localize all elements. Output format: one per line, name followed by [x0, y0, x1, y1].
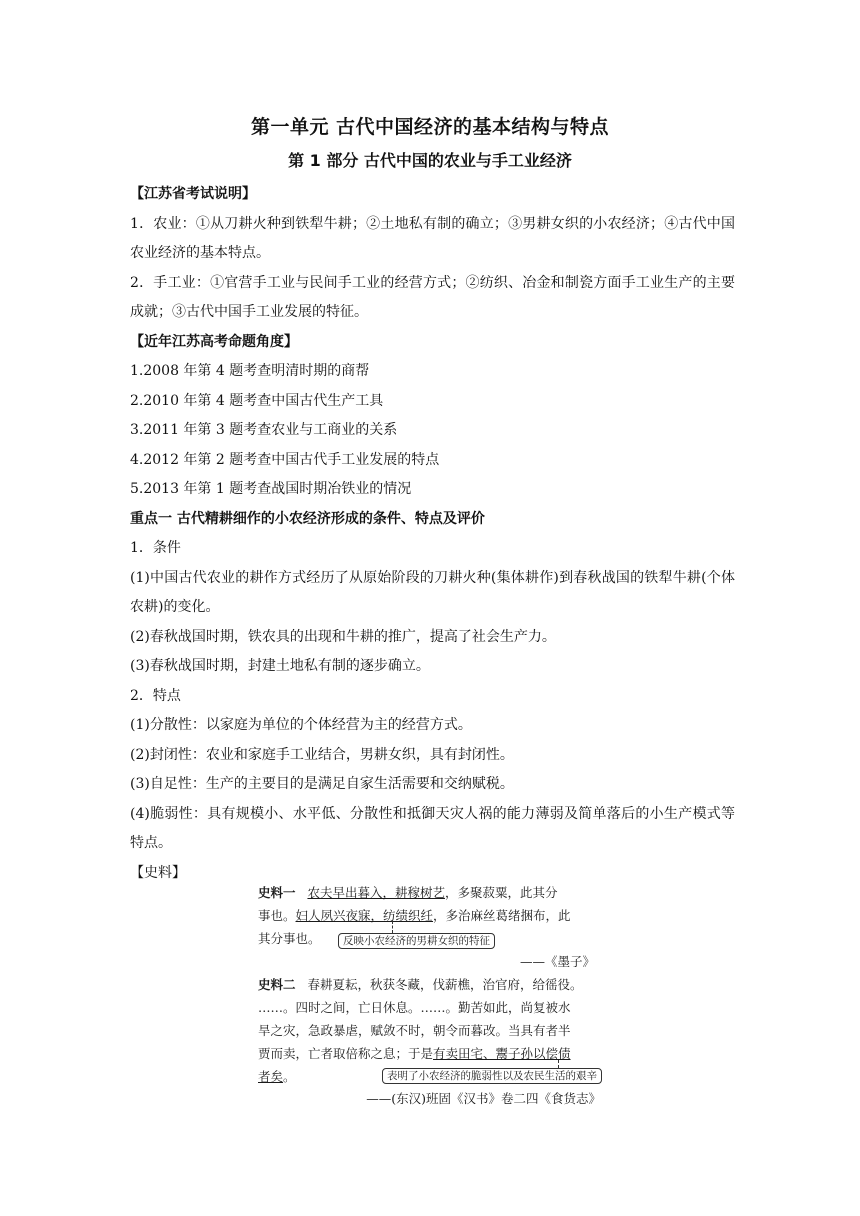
source2-underlined-text: 者矣	[258, 1069, 284, 1084]
source2-text: ……。四时之间，亡日休息。……。勤苦如此，尚复被水	[258, 1000, 571, 1015]
condition-item: (3)春秋战国时期，封建土地私有制的逐步确立。	[130, 658, 430, 674]
conditions-heading: 1．条件	[130, 540, 181, 556]
source2-underlined-text: 有卖田宅、鬻子孙以偿债	[433, 1046, 571, 1061]
source1-text: ，多聚菽粟，此其分	[444, 885, 558, 900]
source2-label: 史料二	[258, 977, 296, 992]
annotation-leader	[392, 921, 393, 933]
annotation-tag: 反映小农经济的男耕女织的特征	[338, 933, 495, 949]
unit-title: 第一单元 古代中国经济的基本结构与特点	[250, 116, 610, 138]
feature-item: (4)脆弱性：具有规模小、水平低、分散性和抵御天灾人祸的能力薄弱及简单落后的小生产模式等特点。	[130, 805, 735, 851]
exam-desc-item-1: 1．农业：①从刀耕火种到铁犁牛耕；②土地私有制的确立；③男耕女织的小农经济；④古代中国农业经济的基本特点。	[130, 215, 735, 261]
source2-citation: ——(东汉)班固《汉书》卷二四《食货志》	[366, 1091, 601, 1106]
source1-underlined-text: 妇人夙兴夜寐，纺绩织纴	[295, 908, 434, 923]
part-title: 第 1 部分 古代中国的农业与手工业经济	[288, 151, 572, 170]
source1-label: 史料一	[258, 885, 296, 900]
source2-text: 旱之灾，急政暴虐，赋敛不时，朝令而暮改。当具有者半	[258, 1023, 571, 1038]
source2-line5	[258, 1066, 296, 1089]
source2-line3	[258, 1020, 571, 1043]
source2-line2	[258, 997, 571, 1020]
source1-text: ，多治麻丝葛绪捆布，此	[433, 908, 571, 923]
annotation-leader	[558, 1060, 559, 1068]
source1-line1	[258, 882, 557, 905]
exam-desc-heading: 【江苏省考试说明】	[130, 186, 256, 202]
feature-item: (3)自足性：生产的主要目的是满足自家生活需要和交纳赋税。	[130, 776, 514, 792]
feature-item: (2)封闭性：农业和家庭手工业结合，男耕女织，具有封闭性。	[130, 746, 514, 763]
recent-item: 5.2013 年第 1 题考查战国时期冶铁业的情况	[130, 481, 412, 497]
source1-citation: ——《墨子》	[519, 954, 595, 969]
key-point-heading: 重点一 古代精耕细作的小农经济形成的条件、特点及评价	[130, 510, 485, 527]
source2-text: 春耕夏耘，秋获冬藏，伐薪樵，治官府，给徭役。	[307, 977, 583, 992]
recent-heading: 【近年江苏高考命题角度】	[130, 333, 298, 350]
recent-item: 1.2008 年第 4 题考查明清时期的商帮	[130, 363, 370, 379]
main-content	[130, 180, 735, 888]
source2-line4	[258, 1043, 571, 1066]
source1-text: 事也。	[258, 908, 296, 923]
feature-item: (1)分散性：以家庭为单位的个体经营为主的经营方式。	[130, 717, 472, 733]
source1-line2	[258, 905, 571, 928]
source2-text: 贾而卖，亡者取倍称之息；于是	[258, 1046, 434, 1061]
condition-item: (2)春秋战国时期，铁农具的出现和牛耕的推广，提高了社会生产力。	[130, 628, 556, 645]
exam-desc-item-2: 2．手工业：①官营手工业与民间手工业的经营方式；②纺织、冶金和制瓷方面手工业生产的主要成就；③古代中国手工业发展的特征。	[130, 274, 735, 320]
source1-line3	[258, 928, 321, 951]
condition-item: (1)中国古代农业的耕作方式经历了从原始阶段的刀耕火种(集体耕作)到春秋战国的铁犁牛耕(个体农耕)的变化。	[130, 569, 735, 615]
source2-line1	[258, 974, 582, 997]
sources-heading: 【史料】	[130, 864, 186, 881]
recent-item: 3.2011 年第 3 题考查农业与工商业的关系	[130, 422, 398, 438]
recent-item: 2.2010 年第 4 题考查中国古代生产工具	[130, 392, 384, 409]
source1-underlined-text: 农夫早出暮入，耕稼树艺	[307, 885, 445, 900]
historical-sources-figure	[258, 882, 603, 1106]
source2-text: 。	[283, 1069, 296, 1084]
annotation-tag: 表明了小农经济的脆弱性以及农民生活的艰辛	[382, 1068, 602, 1084]
features-heading: 2．特点	[130, 687, 181, 704]
recent-item: 4.2012 年第 2 题考查中国古代手工业发展的特点	[130, 451, 440, 468]
source1-text: 其分事也。	[258, 931, 321, 946]
